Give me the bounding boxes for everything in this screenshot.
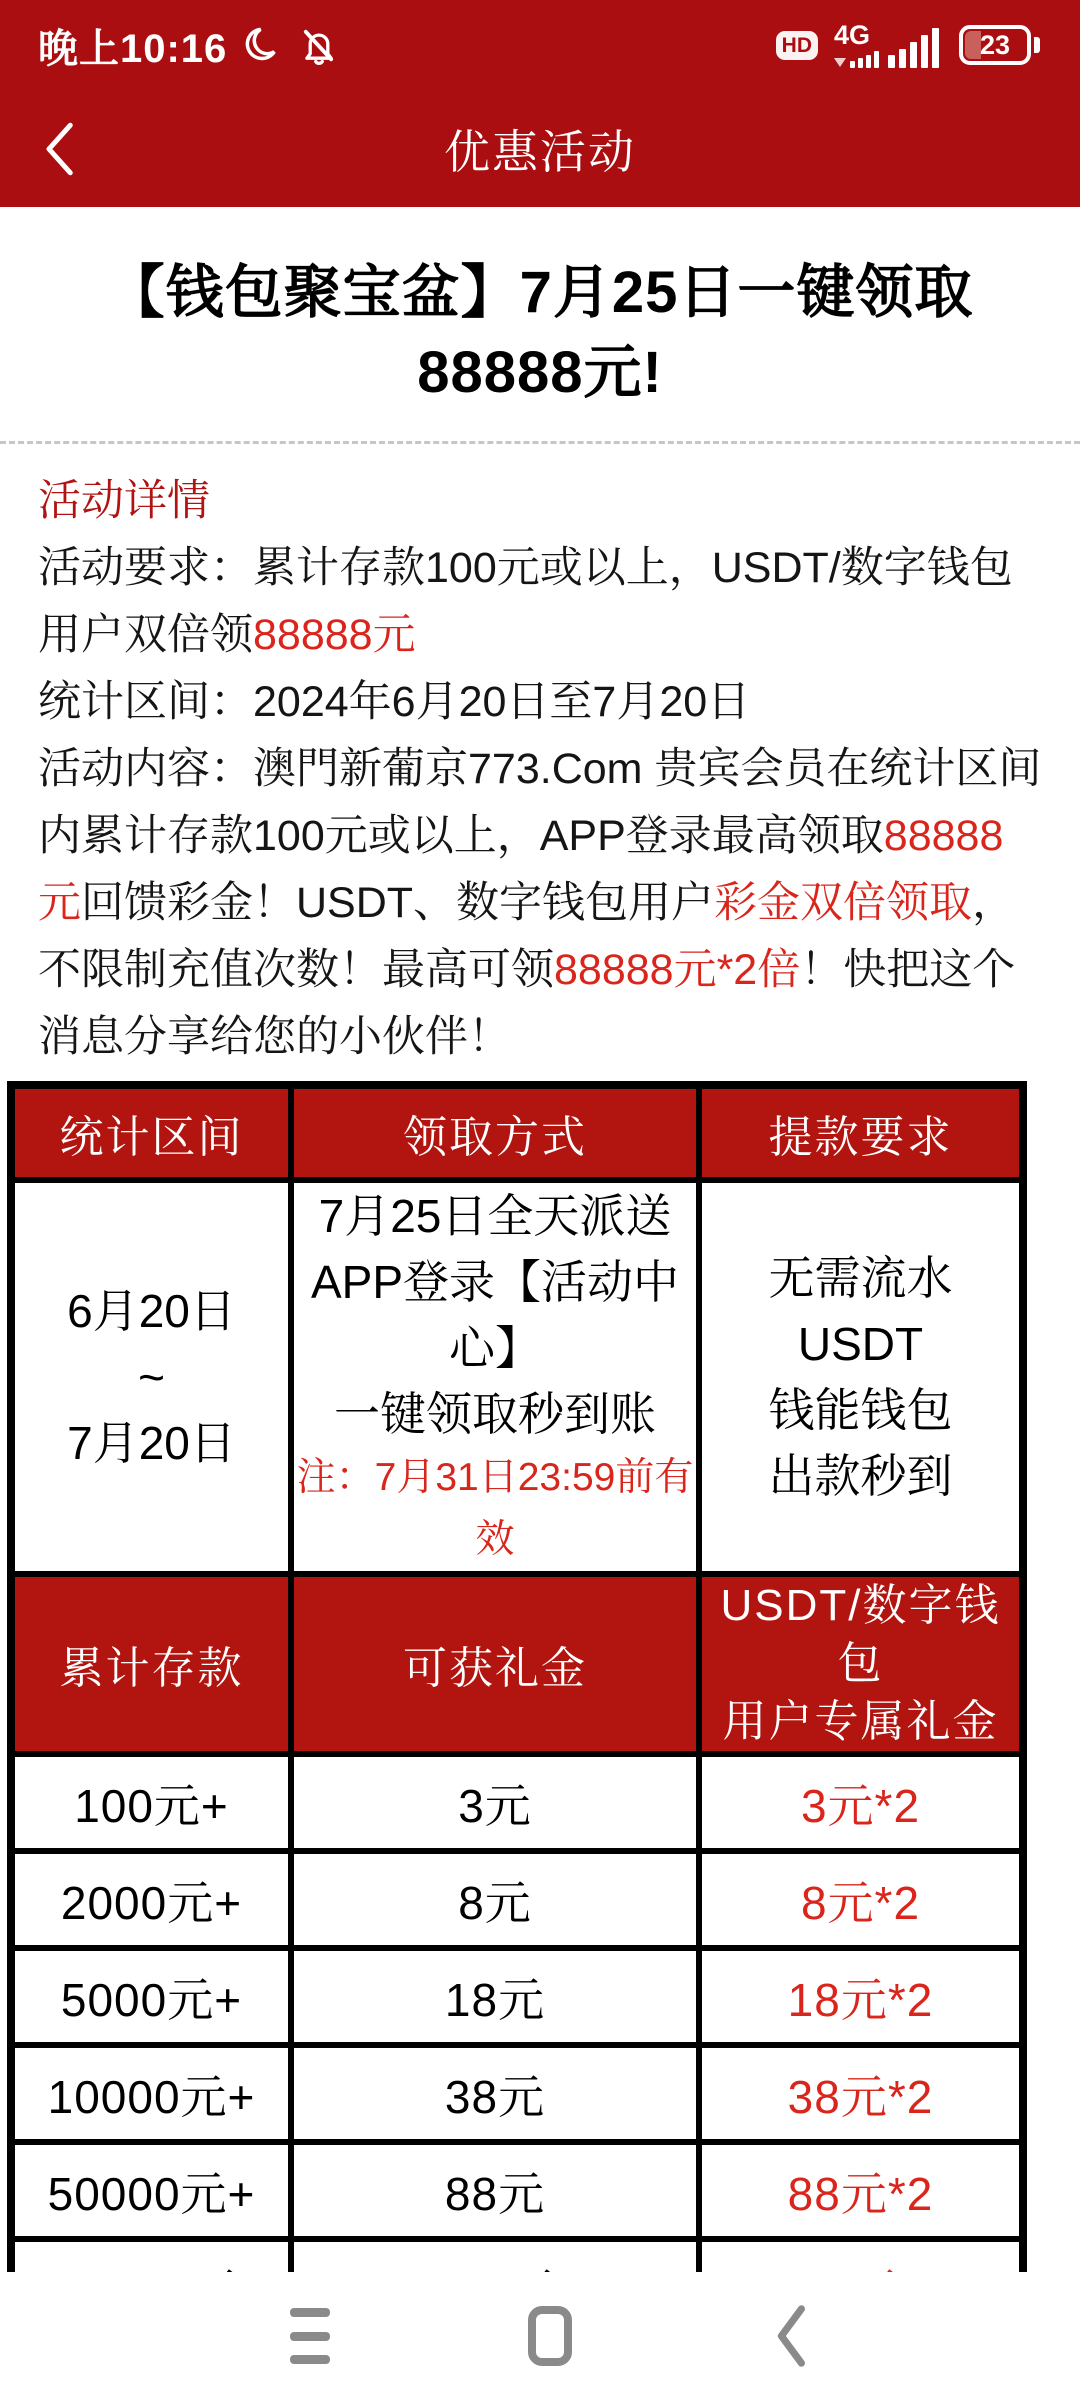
- chevron-left-icon: [36, 119, 82, 179]
- cell-deposit: 5000元+: [11, 1948, 291, 2045]
- menu-icon: [290, 2308, 330, 2364]
- cell-gift: 38元: [291, 2045, 699, 2142]
- bell-muted-icon: [297, 23, 341, 67]
- cell-gift: 3元: [291, 1754, 699, 1851]
- header-withdraw-req: 提款要求: [699, 1085, 1023, 1180]
- status-bar: [0, 0, 1080, 90]
- home-icon: [528, 2306, 572, 2366]
- back-button[interactable]: [36, 90, 82, 207]
- cell-deposit: 10000元+: [11, 2045, 291, 2142]
- cell-deposit: 100元+: [11, 1754, 291, 1851]
- header-stat-period: 统计区间: [11, 1085, 291, 1180]
- cell-special: 8元*2: [699, 1851, 1023, 1948]
- promo-table: [7, 1081, 1027, 2400]
- bonus-row: [11, 1948, 1023, 2045]
- clock-time: 晚上10:16: [38, 26, 228, 71]
- details-content: 活动内容：澳門新葡京773.Com 贵宾会员在统计区间内累计存款100元或以上，APP登录最高领取88888元回馈彩金！USDT、数字钱包用户彩金双倍领取，不限制充值次数！最高可领88888元*2倍！快把这个消息分享给您的小伙伴！: [38, 745, 1042, 1061]
- data-arrow-icon: [834, 58, 846, 67]
- page-title: 优惠活动: [444, 125, 636, 178]
- battery-nub: [1034, 37, 1040, 53]
- cell-period: 6月20日 ~ 7月20日: [11, 1180, 291, 1574]
- article-title-line1: 【钱包聚宝盆】7月25日一键领取: [106, 260, 974, 325]
- cell-method-note: 注：7月31日23:59前有效: [296, 1456, 694, 1561]
- app-header: [0, 90, 1080, 207]
- details-period: 统计区间：2024年6月20日至7月20日: [38, 678, 751, 726]
- info-header-row: [11, 1085, 1023, 1180]
- article-title: [0, 253, 1080, 413]
- battery-percent: 23: [979, 29, 1011, 60]
- header-special: USDT/数字钱包 用户专属礼金: [699, 1574, 1023, 1754]
- network-type-label: 4G: [834, 20, 871, 50]
- cell-deposit: 2000元+: [11, 1851, 291, 1948]
- bonus-row: [11, 1851, 1023, 1948]
- recents-button[interactable]: [272, 2272, 348, 2400]
- bonus-row: [11, 2142, 1023, 2239]
- signal-bars-sim2: [888, 28, 943, 68]
- battery-icon: [959, 25, 1040, 65]
- cell-special: 18元*2: [699, 1948, 1023, 2045]
- bonus-row: [11, 1754, 1023, 1851]
- cell-special: 88元*2: [699, 2142, 1023, 2239]
- cell-gift: 88元: [291, 2142, 699, 2239]
- cell-withdraw: 无需流水 USDT 钱能钱包 出款秒到: [699, 1180, 1023, 1574]
- hd-voice-icon: HD: [776, 31, 818, 60]
- home-button[interactable]: [512, 2272, 588, 2400]
- article-title-line2: 88888元!: [417, 340, 663, 405]
- activity-details: [0, 444, 1080, 1071]
- moon-dnd-icon: [241, 24, 283, 66]
- signal-bars-sim1: [834, 51, 882, 68]
- bonus-row: [11, 2045, 1023, 2142]
- cell-special: 3元*2: [699, 1754, 1023, 1851]
- cell-gift: 8元: [291, 1851, 699, 1948]
- system-nav-bar: [0, 2272, 1080, 2400]
- details-requirement: 活动要求：累计存款100元或以上，USDT/数字钱包用户双倍领88888元: [38, 544, 1013, 659]
- header-deposit: 累计存款: [11, 1574, 291, 1754]
- cell-deposit: 50000元+: [11, 2142, 291, 2239]
- cell-special: 38元*2: [699, 2045, 1023, 2142]
- nav-back-button[interactable]: [752, 2272, 828, 2400]
- details-heading: 活动详情: [38, 477, 210, 525]
- chevron-back-icon: [770, 2303, 810, 2369]
- header-gift: 可获礼金: [291, 1574, 699, 1754]
- bonus-header-row: [11, 1574, 1023, 1754]
- battery-fill: [965, 31, 981, 59]
- cell-gift: 18元: [291, 1948, 699, 2045]
- info-row: [11, 1180, 1023, 1574]
- cellular-signal-icon: [834, 22, 943, 68]
- header-claim-method: 领取方式: [291, 1085, 699, 1180]
- cell-method: 7月25日全天派送 APP登录【活动中心】 一键领取秒到账 注：7月31日23:59前有效: [291, 1180, 699, 1574]
